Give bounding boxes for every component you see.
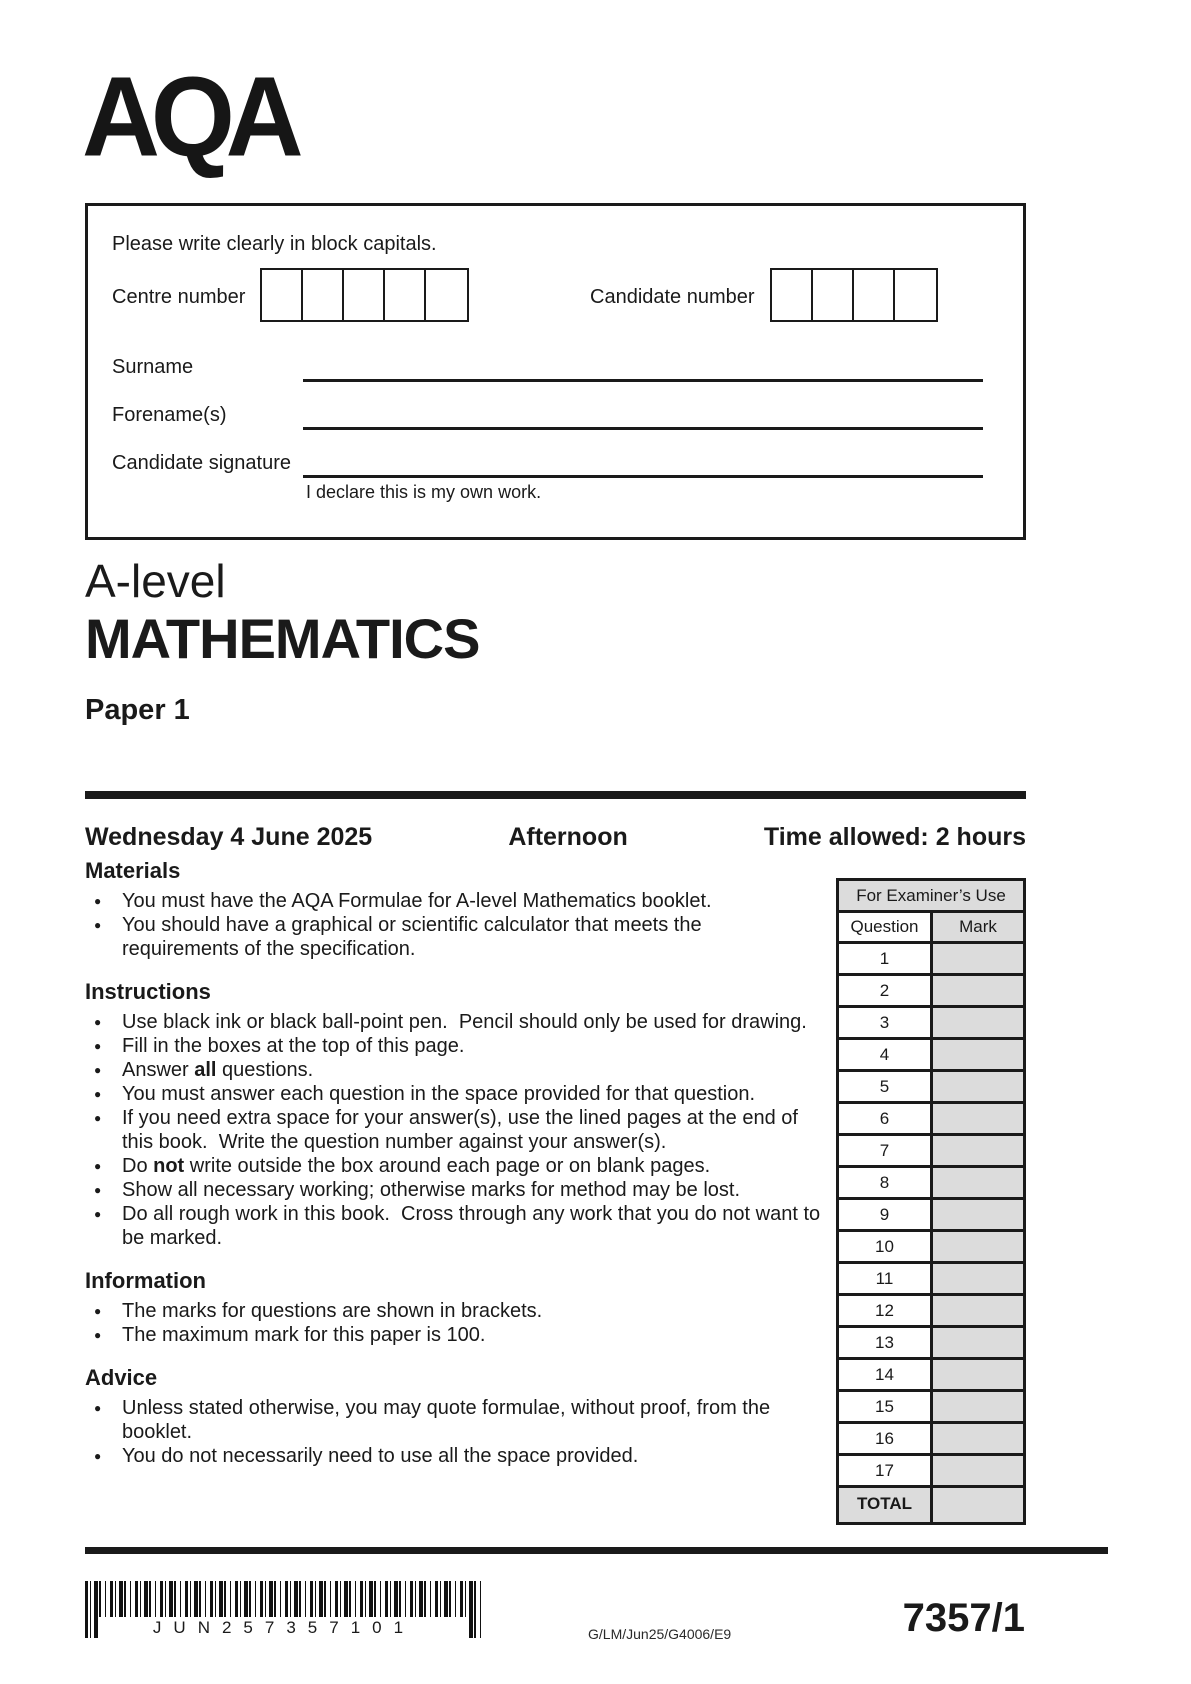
bullet-text: Do not write outside the box around each page or on blank pages.: [122, 1155, 711, 1177]
bullet-item: [85, 1034, 822, 1058]
question-number-cell: 15: [839, 1392, 933, 1421]
forenames-label: Forename(s): [112, 404, 227, 426]
total-mark-cell: [933, 1488, 1023, 1522]
mark-cell: [933, 1296, 1023, 1325]
bullet-text: Show all necessary working; otherwise marks for method may be lost.: [122, 1179, 741, 1201]
bullet-icon: ●: [94, 1328, 102, 1342]
bullet-icon: ●: [94, 1159, 102, 1173]
examiner-table-row: [839, 976, 1023, 1008]
bullet-item: [85, 1202, 826, 1250]
question-number-cell: 8: [839, 1168, 933, 1197]
centre-number-boxes: [260, 268, 469, 322]
bullet-list: [85, 1010, 826, 1250]
centre-number-box[interactable]: [385, 270, 426, 320]
time-allowed: Time allowed: 2 hours: [763, 823, 1026, 851]
question-number-cell: 14: [839, 1360, 933, 1389]
centre-number-box[interactable]: [426, 270, 467, 320]
bullet-icon: ●: [94, 1449, 102, 1463]
footer-rule: [85, 1547, 1108, 1554]
bullet-item: [85, 889, 822, 913]
bullet-list: [85, 889, 822, 961]
mark-cell: [933, 976, 1023, 1005]
question-number-cell: 7: [839, 1136, 933, 1165]
mark-cell: [933, 1360, 1023, 1389]
title-rule: [85, 791, 1026, 799]
bullet-icon: ●: [94, 1015, 102, 1029]
centre-number-box[interactable]: [344, 270, 385, 320]
forenames-line[interactable]: [303, 404, 983, 430]
examiner-table-row: [839, 1104, 1023, 1136]
mark-column-header: Mark: [933, 913, 1023, 941]
bullet-item: [85, 1323, 822, 1347]
section-heading: Instructions: [85, 979, 211, 1004]
subject-title: MATHEMATICS: [85, 607, 480, 670]
bullet-icon: ●: [94, 1111, 102, 1125]
question-number-cell: 17: [839, 1456, 933, 1485]
examiner-table-row: [839, 1456, 1023, 1488]
examiner-table-row: [839, 1072, 1023, 1104]
mark-cell: [933, 1392, 1023, 1421]
bullet-item: [85, 1154, 822, 1178]
mark-cell: [933, 1456, 1023, 1485]
examiner-table-row: [839, 1008, 1023, 1040]
mark-cell: [933, 1168, 1023, 1197]
candidate-details-box: [85, 203, 1026, 540]
signature-line[interactable]: [303, 452, 983, 478]
candidate-number-box[interactable]: [772, 270, 813, 320]
examiner-table-row: [839, 1232, 1023, 1264]
question-number-cell: 12: [839, 1296, 933, 1325]
bullet-icon: ●: [94, 1401, 102, 1415]
question-number-cell: 9: [839, 1200, 933, 1229]
examiner-table-row: [839, 1328, 1023, 1360]
centre-number-box[interactable]: [262, 270, 303, 320]
session-row: [85, 823, 1026, 852]
bullet-item: [85, 913, 822, 961]
signature-label: Candidate signature: [112, 452, 292, 474]
bullet-icon: ●: [94, 1039, 102, 1053]
question-number-cell: 13: [839, 1328, 933, 1357]
declaration-text: I declare this is my own work.: [306, 482, 542, 502]
barcode-text: JUN257357101: [99, 1617, 469, 1638]
bullet-item: [85, 1444, 822, 1468]
candidate-number-label: Candidate number: [590, 286, 755, 308]
print-reference: G/LM/Jun25/G4006/E9: [588, 1626, 732, 1642]
mark-cell: [933, 1008, 1023, 1037]
front-cover-sections: [85, 858, 826, 1468]
question-number-cell: 2: [839, 976, 933, 1005]
question-number-cell: 6: [839, 1104, 933, 1133]
examiner-table-row: [839, 1360, 1023, 1392]
bullet-text: If you need extra space for your answer(s), use the lined pages at the end of this book. Write the question number against your answer(s).: [122, 1107, 804, 1153]
paper-number: Paper 1: [85, 694, 190, 726]
bullet-item: [85, 1082, 822, 1106]
bullet-item: [85, 1010, 822, 1034]
bullet-text: You do not necessarily need to use all the space provided.: [122, 1445, 639, 1467]
bullet-text: Unless stated otherwise, you may quote formulae, without proof, from the booklet.: [122, 1397, 776, 1443]
examiner-table-row: [839, 1200, 1023, 1232]
examiner-table-row: [839, 944, 1023, 976]
qualification-title: A-level: [85, 555, 226, 607]
bullet-icon: ●: [94, 894, 102, 908]
examiner-table-total-row: [839, 1488, 1023, 1522]
bullet-text: You should have a graphical or scientific calculator that meets the requirements of the specification.: [122, 914, 708, 960]
question-number-cell: 10: [839, 1232, 933, 1261]
mark-cell: [933, 1072, 1023, 1101]
examiner-table: [836, 878, 1026, 1525]
mark-cell: [933, 944, 1023, 973]
examiner-table-title: For Examiner’s Use: [839, 881, 1023, 913]
candidate-number-box[interactable]: [813, 270, 854, 320]
section-heading: Information: [85, 1268, 206, 1293]
exam-date: Wednesday 4 June 2025: [85, 823, 373, 851]
section-heading: Advice: [85, 1365, 158, 1390]
mark-cell: [933, 1136, 1023, 1165]
candidate-number-boxes: [770, 268, 938, 322]
examiner-table-body: [839, 944, 1023, 1488]
aqa-logo: AQA: [82, 52, 295, 180]
question-number-cell: 4: [839, 1040, 933, 1069]
bullet-icon: ●: [94, 918, 102, 932]
candidate-number-box[interactable]: [854, 270, 895, 320]
examiner-table-row: [839, 1040, 1023, 1072]
mark-cell: [933, 1104, 1023, 1133]
section-heading: Materials: [85, 858, 181, 883]
candidate-number-box[interactable]: [895, 270, 936, 320]
question-number-cell: 3: [839, 1008, 933, 1037]
bullet-item: [85, 1058, 822, 1082]
surname-line[interactable]: [303, 356, 983, 382]
barcode: [85, 1581, 483, 1638]
bullet-text: You must have the AQA Formulae for A-level Mathematics booklet.: [122, 890, 712, 912]
question-number-cell: 5: [839, 1072, 933, 1101]
bullet-text: The marks for questions are shown in brackets.: [122, 1300, 543, 1322]
bullet-text: Do all rough work in this book. Cross through any work that you do not want to be marked.: [122, 1203, 826, 1249]
surname-label: Surname: [112, 356, 194, 378]
bullet-list: [85, 1299, 822, 1347]
bullet-icon: ●: [94, 1304, 102, 1318]
bullet-item: [85, 1299, 822, 1323]
mark-cell: [933, 1424, 1023, 1453]
mark-cell: [933, 1328, 1023, 1357]
bullet-text: You must answer each question in the space provided for that question.: [122, 1083, 755, 1105]
mark-cell: [933, 1040, 1023, 1069]
centre-number-label: Centre number: [112, 286, 246, 308]
examiner-table-row: [839, 1296, 1023, 1328]
question-number-cell: 11: [839, 1264, 933, 1293]
examiner-table-header-row: [839, 913, 1023, 944]
bullet-text: Use black ink or black ball-point pen. Pencil should only be used for drawing.: [122, 1011, 807, 1033]
bullet-icon: ●: [94, 1063, 102, 1077]
examiner-table-row: [839, 1264, 1023, 1296]
bullet-icon: ●: [94, 1087, 102, 1101]
centre-number-box[interactable]: [303, 270, 344, 320]
bullet-icon: ●: [94, 1183, 102, 1197]
mark-cell: [933, 1232, 1023, 1261]
examiner-table-row: [839, 1168, 1023, 1200]
exam-session: Afternoon: [508, 823, 628, 851]
bullet-text: Fill in the boxes at the top of this page.: [122, 1035, 465, 1057]
examiner-table-row: [839, 1424, 1023, 1456]
bullet-icon: ●: [94, 1207, 102, 1221]
mark-cell: [933, 1264, 1023, 1293]
examiner-table-row: [839, 1136, 1023, 1168]
mark-cell: [933, 1200, 1023, 1229]
bullet-text: Answer all questions.: [122, 1059, 314, 1081]
bullet-item: [85, 1106, 822, 1154]
bullet-list: [85, 1396, 822, 1468]
bullet-item: [85, 1178, 822, 1202]
bullet-text: The maximum mark for this paper is 100.: [122, 1324, 486, 1346]
question-column-header: Question: [839, 913, 933, 941]
paper-code: 7357/1: [902, 1596, 1025, 1640]
question-number-cell: 1: [839, 944, 933, 973]
bullet-item: [85, 1396, 822, 1444]
block-capitals-instruction: Please write clearly in block capitals.: [112, 233, 437, 255]
total-label: TOTAL: [839, 1488, 933, 1522]
examiner-table-row: [839, 1392, 1023, 1424]
question-number-cell: 16: [839, 1424, 933, 1453]
